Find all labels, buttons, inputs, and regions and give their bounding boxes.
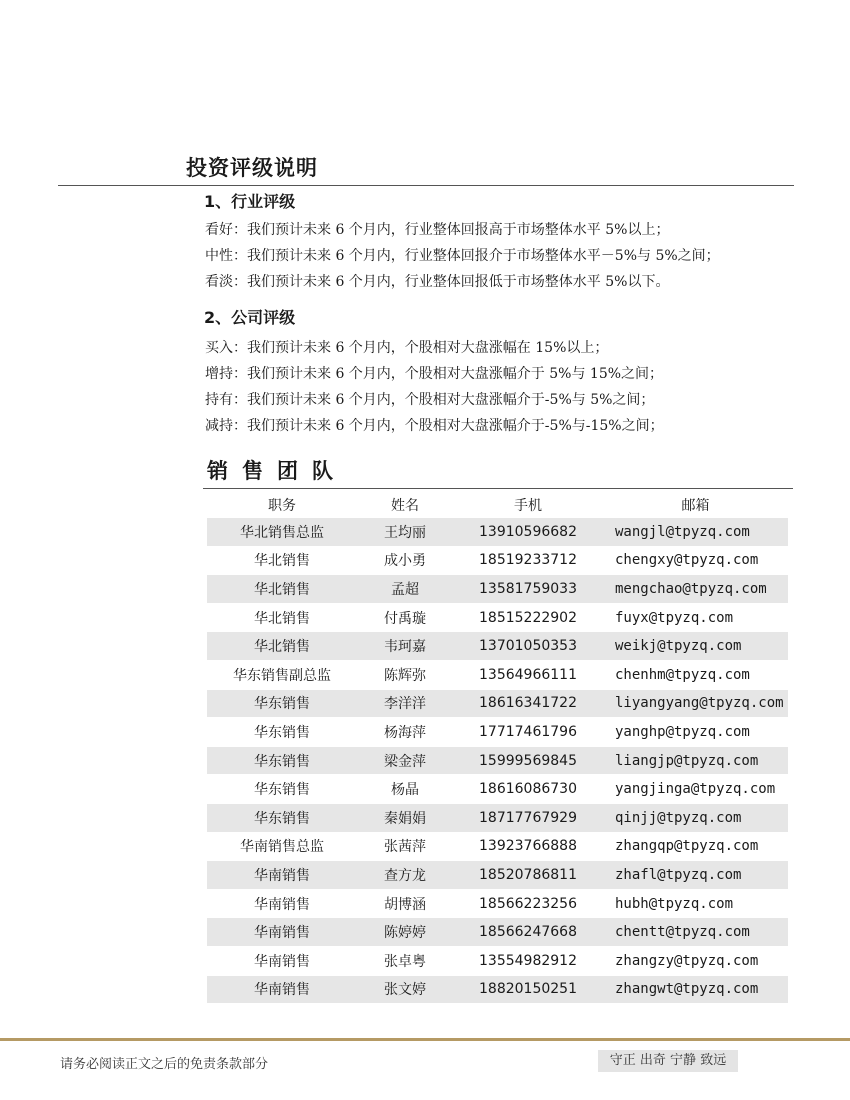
cell-phone: 18566247668 [453, 918, 603, 947]
cell-role: 华东销售 [207, 690, 357, 719]
cell-email: wangjl@tpyzq.com [603, 518, 788, 547]
cell-role: 华北销售总监 [207, 518, 357, 547]
cell-name: 张文婷 [357, 976, 453, 1005]
cell-name: 陈婷婷 [357, 918, 453, 947]
company-rating-hold: 持有：我们预计未来 6 个月内，个股相对大盘涨幅介于-5%与 5%之间； [205, 392, 655, 408]
table-row [207, 718, 788, 747]
company-rating-heading: 2、公司评级 [204, 308, 296, 327]
industry-rating-positive: 看好：我们预计未来 6 个月内，行业整体回报高于市场整体水平 5%以上； [205, 222, 670, 238]
cell-role: 华北销售 [207, 632, 357, 661]
table-row [207, 775, 788, 804]
cell-email: yangjinga@tpyzq.com [603, 775, 788, 804]
cell-phone: 18566223256 [453, 890, 603, 919]
cell-name: 秦娟娟 [357, 804, 453, 833]
table-row [207, 890, 788, 919]
cell-role: 华东销售 [207, 775, 357, 804]
cell-email: chengxy@tpyzq.com [603, 547, 788, 576]
header-phone: 手机 [514, 497, 542, 514]
cell-name: 韦珂嘉 [357, 632, 453, 661]
cell-phone: 17717461796 [453, 718, 603, 747]
sales-team-table [207, 491, 788, 1004]
cell-email: chenhm@tpyzq.com [603, 661, 788, 690]
cell-email: qinjj@tpyzq.com [603, 804, 788, 833]
cell-phone: 13554982912 [453, 947, 603, 976]
table-row [207, 918, 788, 947]
footer-motto: 守正 出奇 宁静 致远 [598, 1050, 738, 1072]
footer-divider [0, 1038, 850, 1041]
cell-role: 华东销售副总监 [207, 661, 357, 690]
cell-name: 李洋洋 [357, 690, 453, 719]
cell-role: 华北销售 [207, 575, 357, 604]
sales-team-title: 销售团队 [207, 459, 347, 483]
cell-name: 胡博涵 [357, 890, 453, 919]
cell-phone: 18520786811 [453, 861, 603, 890]
cell-role: 华南销售 [207, 947, 357, 976]
table-header-row [207, 491, 788, 518]
cell-name: 杨海萍 [357, 718, 453, 747]
page-title: 投资评级说明 [186, 156, 318, 180]
cell-phone: 18519233712 [453, 547, 603, 576]
table-row [207, 547, 788, 576]
table-row [207, 976, 788, 1005]
cell-name: 杨晶 [357, 775, 453, 804]
cell-email: liangjp@tpyzq.com [603, 747, 788, 776]
table-row [207, 518, 788, 547]
company-rating-reduce: 减持：我们预计未来 6 个月内，个股相对大盘涨幅介于-5%与-15%之间； [205, 418, 664, 434]
table-row [207, 604, 788, 633]
industry-rating-neutral: 中性：我们预计未来 6 个月内，行业整体回报介于市场整体水平－5%与 5%之间； [205, 248, 720, 264]
company-rating-overweight: 增持：我们预计未来 6 个月内，个股相对大盘涨幅介于 5%与 15%之间； [205, 366, 664, 382]
cell-email: mengchao@tpyzq.com [603, 575, 788, 604]
header-name: 姓名 [391, 497, 419, 514]
cell-phone: 13701050353 [453, 632, 603, 661]
cell-phone: 18515222902 [453, 604, 603, 633]
table-row [207, 661, 788, 690]
table-row [207, 947, 788, 976]
cell-email: zhafl@tpyzq.com [603, 861, 788, 890]
cell-role: 华东销售 [207, 747, 357, 776]
cell-phone: 13581759033 [453, 575, 603, 604]
cell-email: zhangwt@tpyzq.com [603, 976, 788, 1005]
cell-role: 华南销售总监 [207, 833, 357, 862]
cell-email: zhangzy@tpyzq.com [603, 947, 788, 976]
cell-phone: 13564966111 [453, 661, 603, 690]
cell-phone: 18717767929 [453, 804, 603, 833]
cell-email: fuyx@tpyzq.com [603, 604, 788, 633]
cell-phone: 13910596682 [453, 518, 603, 547]
cell-email: zhangqp@tpyzq.com [603, 833, 788, 862]
cell-phone: 13923766888 [453, 833, 603, 862]
cell-phone: 15999569845 [453, 747, 603, 776]
cell-name: 成小勇 [357, 547, 453, 576]
cell-email: liyangyang@tpyzq.com [603, 690, 788, 719]
table-row [207, 575, 788, 604]
industry-rating-heading: 1、行业评级 [204, 192, 296, 211]
cell-email: yanghp@tpyzq.com [603, 718, 788, 747]
cell-name: 张卓粤 [357, 947, 453, 976]
cell-email: hubh@tpyzq.com [603, 890, 788, 919]
sales-team-rows [207, 518, 788, 1004]
table-row [207, 804, 788, 833]
table-row [207, 632, 788, 661]
cell-phone: 18820150251 [453, 976, 603, 1005]
table-row [207, 747, 788, 776]
sales-title-divider [203, 488, 793, 489]
industry-rating-list [205, 217, 720, 295]
cell-email: chentt@tpyzq.com [603, 918, 788, 947]
cell-role: 华北销售 [207, 547, 357, 576]
cell-name: 孟超 [357, 575, 453, 604]
company-rating-list [205, 335, 664, 439]
cell-name: 王均丽 [357, 518, 453, 547]
title-divider [58, 185, 794, 186]
cell-role: 华东销售 [207, 718, 357, 747]
cell-name: 梁金萍 [357, 747, 453, 776]
cell-role: 华南销售 [207, 976, 357, 1005]
cell-role: 华南销售 [207, 918, 357, 947]
cell-name: 付禹璇 [357, 604, 453, 633]
cell-phone: 18616341722 [453, 690, 603, 719]
cell-email: weikj@tpyzq.com [603, 632, 788, 661]
company-rating-buy: 买入：我们预计未来 6 个月内，个股相对大盘涨幅在 15%以上； [205, 340, 609, 356]
cell-name: 查方龙 [357, 861, 453, 890]
table-row [207, 833, 788, 862]
industry-rating-negative: 看淡：我们预计未来 6 个月内，行业整体回报低于市场整体水平 5%以下。 [205, 274, 670, 290]
table-row [207, 861, 788, 890]
header-role: 职务 [268, 497, 296, 514]
cell-role: 华南销售 [207, 861, 357, 890]
cell-role: 华北销售 [207, 604, 357, 633]
header-email: 邮箱 [681, 497, 710, 514]
cell-phone: 18616086730 [453, 775, 603, 804]
table-row [207, 690, 788, 719]
cell-role: 华东销售 [207, 804, 357, 833]
cell-role: 华南销售 [207, 890, 357, 919]
footer-disclaimer: 请务必阅读正文之后的免责条款部分 [60, 1057, 269, 1072]
cell-name: 张茜萍 [357, 833, 453, 862]
cell-name: 陈辉弥 [357, 661, 453, 690]
